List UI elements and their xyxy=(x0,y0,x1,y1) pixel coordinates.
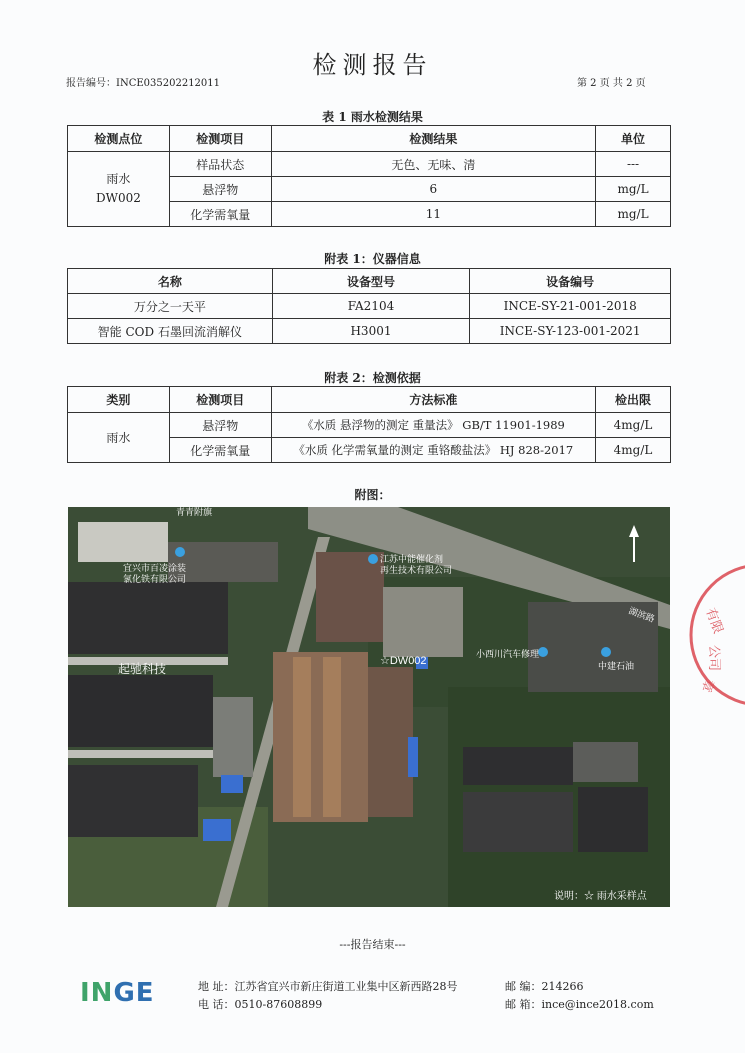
page-info: 第 2 页 共 2 页 xyxy=(577,78,646,89)
table3-caption: 附表 2：检测依据 xyxy=(324,371,421,385)
company-logo: INGE xyxy=(80,978,155,1008)
table-cell: 万分之一天平 xyxy=(68,294,273,319)
map-label: 中建石油 xyxy=(598,661,635,671)
map-label: 江苏中能催化剂 xyxy=(380,554,444,564)
map-label: 氯化铁有限公司 xyxy=(123,574,187,584)
company-seal xyxy=(676,560,745,710)
map-caption: 附图： xyxy=(354,488,391,502)
table-cell: mg/L xyxy=(596,202,671,227)
header-cell: 检测结果 xyxy=(271,126,595,152)
header-cell: 方法标准 xyxy=(271,387,595,413)
table-row xyxy=(68,152,671,177)
map-label: 湖滨路 xyxy=(627,605,657,625)
table-cell: mg/L xyxy=(596,177,671,202)
report-number: 报告编号：INCE035202212011 xyxy=(66,78,220,89)
table-cell: INCE-SY-123-001-2021 xyxy=(470,319,671,344)
table-cell: 悬浮物 xyxy=(169,413,271,438)
report-title: 检测报告 xyxy=(312,51,433,79)
method-basis-table xyxy=(67,386,671,463)
header-cell: 检测项目 xyxy=(169,387,271,413)
seal-drawing xyxy=(676,560,745,710)
svg-text:公司: 公司 xyxy=(706,645,721,672)
phone: 电 话：0510-87608899 xyxy=(198,998,323,1011)
rainwater-results-table xyxy=(67,125,671,227)
table-cell: 6 xyxy=(271,177,595,202)
sampling-point-label: ☆DW002 xyxy=(380,655,427,667)
postcode: 邮 编：214266 xyxy=(505,980,584,993)
header-cell: 名称 xyxy=(68,269,273,294)
table-row xyxy=(68,413,671,438)
map-label: 小西川汽车修理 xyxy=(476,649,540,659)
map-label: 再生技术有限公司 xyxy=(380,565,453,575)
svg-text:章: 章 xyxy=(697,676,717,694)
table-row xyxy=(68,294,671,319)
table2-caption: 附表 1：仪器信息 xyxy=(324,252,421,266)
table-cell: 智能 COD 石墨回流消解仪 xyxy=(68,319,273,344)
table-row xyxy=(68,319,671,344)
header-cell: 设备型号 xyxy=(272,269,470,294)
header-cell: 检出限 xyxy=(596,387,671,413)
table-cell: INCE-SY-21-001-2018 xyxy=(470,294,671,319)
table-cell: 《水质 悬浮物的测定 重量法》 GB/T 11901-1989 xyxy=(271,413,595,438)
table1-caption: 表 1 雨水检测结果 xyxy=(322,110,423,124)
map-label: 起驰科技 xyxy=(118,662,167,676)
table-cell: 4mg/L xyxy=(596,438,671,463)
table-cell: 样品状态 xyxy=(169,152,271,177)
table-cell: 悬浮物 xyxy=(169,177,271,202)
table-cell: FA2104 xyxy=(272,294,470,319)
address: 地 址：江苏省宜兴市新庄街道工业集中区新西路28号 xyxy=(198,980,458,993)
table-header-row xyxy=(68,269,671,294)
email: 邮 箱：ince@ince2018.com xyxy=(505,998,654,1011)
map-label: 宜兴市百凌涂装 xyxy=(123,563,187,573)
header-cell: 设备编号 xyxy=(470,269,671,294)
header-cell: 检测点位 xyxy=(68,126,170,152)
table-cell: 无色、无味、清 xyxy=(271,152,595,177)
satellite-map xyxy=(68,507,670,907)
table-cell: 化学需氧量 xyxy=(169,438,271,463)
table-cell: H3001 xyxy=(272,319,470,344)
table-cell: 4mg/L xyxy=(596,413,671,438)
table-cell: 《水质 化学需氧量的测定 重铬酸盐法》 HJ 828-2017 xyxy=(271,438,595,463)
sample-point: 雨水 DW002 xyxy=(68,152,170,227)
table-header-row xyxy=(68,387,671,413)
header-cell: 类别 xyxy=(68,387,170,413)
header-cell: 检测项目 xyxy=(169,126,271,152)
svg-text:有限: 有限 xyxy=(702,606,726,636)
table-header-row xyxy=(68,126,671,152)
report-end: ---报告结束--- xyxy=(339,938,406,951)
map-label: 青青附旗 xyxy=(176,507,213,517)
table-cell: --- xyxy=(596,152,671,177)
satellite-map-drawing xyxy=(68,507,670,907)
instrument-table xyxy=(67,268,671,344)
header-cell: 单位 xyxy=(596,126,671,152)
table-cell: 11 xyxy=(271,202,595,227)
table-cell: 化学需氧量 xyxy=(169,202,271,227)
category-cell: 雨水 xyxy=(68,413,170,463)
map-legend: 说明：☆ 雨水采样点 xyxy=(554,891,647,902)
